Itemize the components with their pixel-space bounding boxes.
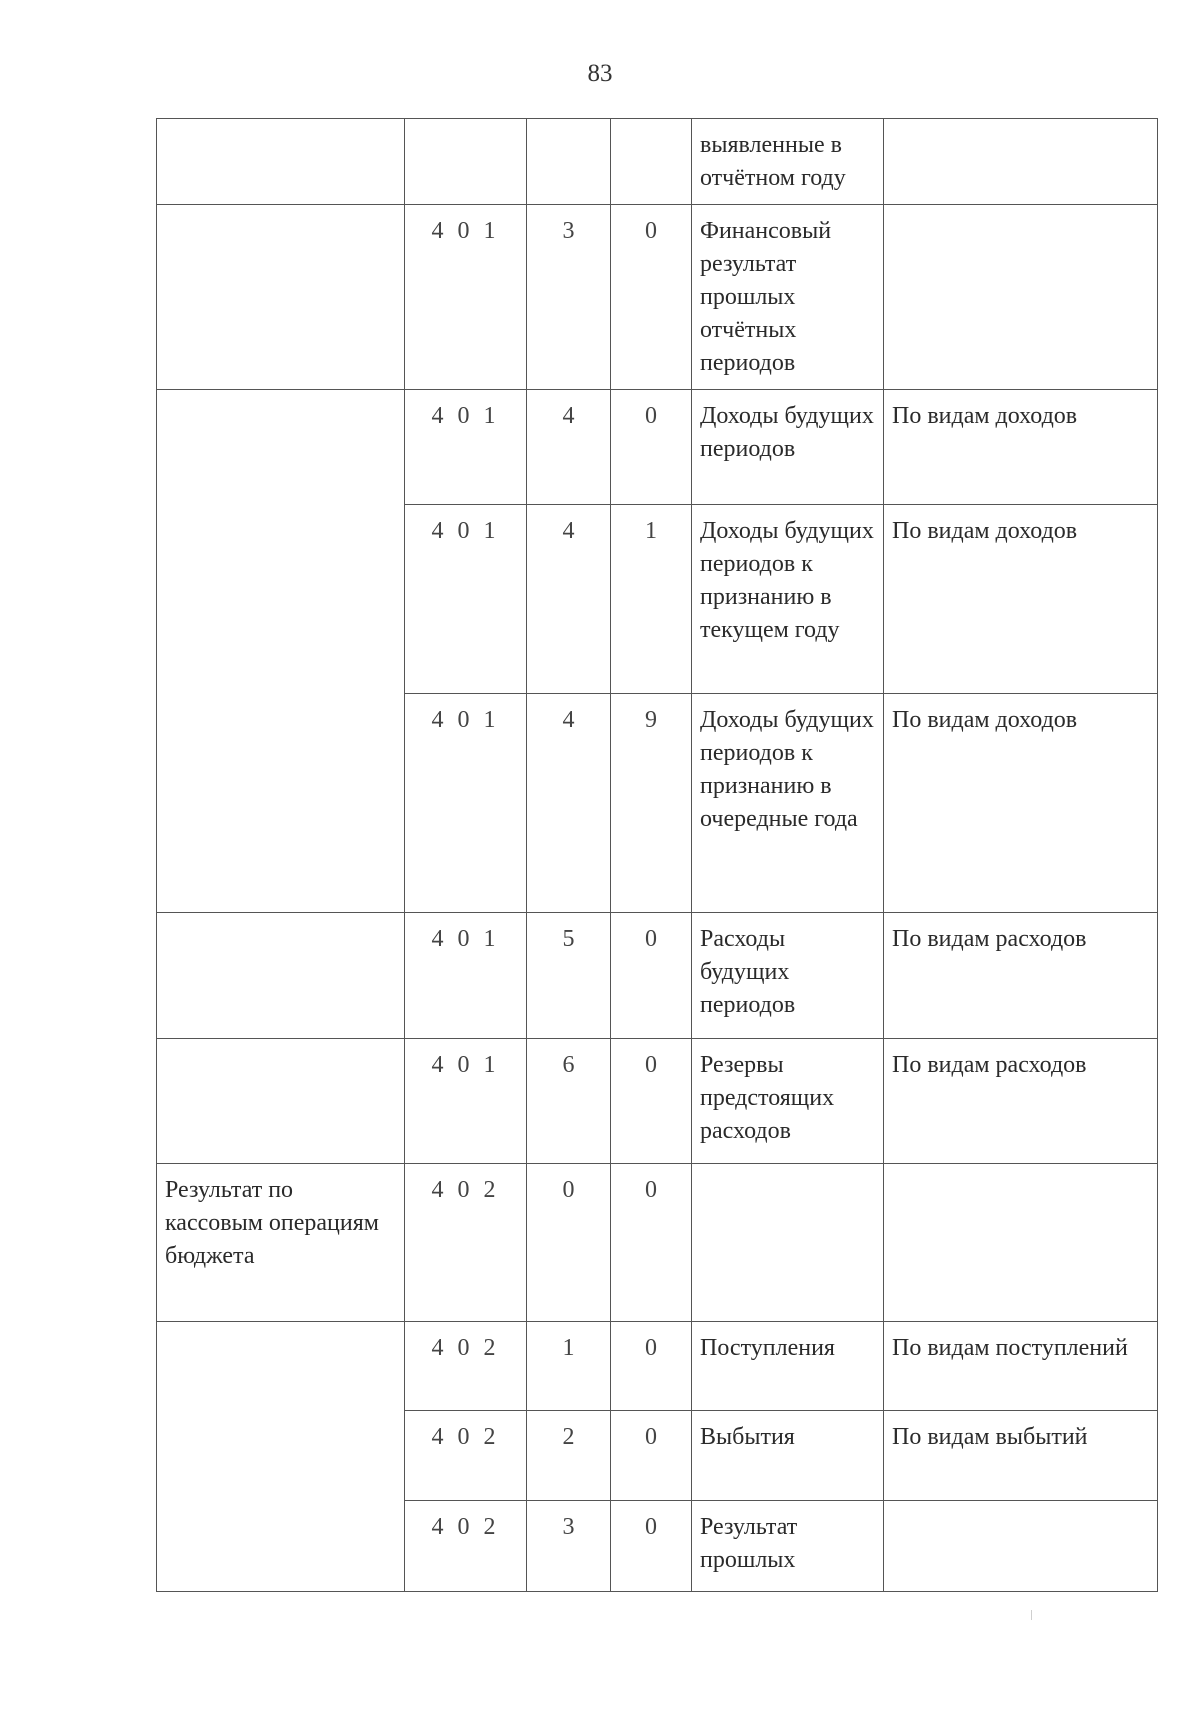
- sub-code-cell: 9: [611, 693, 692, 912]
- group-code-cell: 3: [527, 1500, 611, 1591]
- scan-mark: [1031, 1610, 1032, 1620]
- account-name-cell: выявленные в отчётном году: [692, 119, 884, 205]
- sub-code-cell: [611, 119, 692, 205]
- group-code-cell: 5: [527, 912, 611, 1038]
- page-number: 83: [587, 60, 613, 87]
- sub-code-cell: 0: [611, 912, 692, 1038]
- analytics-cell: По видам расходов: [884, 912, 1158, 1038]
- table-row: [157, 205, 1158, 390]
- analytics-cell: По видам доходов: [884, 390, 1158, 505]
- section-cell: [157, 205, 405, 390]
- analytics-cell: [884, 1500, 1158, 1591]
- account-code-cell: 4 0 1: [405, 390, 527, 505]
- account-name-cell: Финансовый результат прошлых отчётных периодов: [692, 205, 884, 390]
- account-name-cell: Выбытия: [692, 1411, 884, 1500]
- table-row: [157, 119, 1158, 205]
- analytics-cell: [884, 119, 1158, 205]
- account-code-cell: 4 0 1: [405, 693, 527, 912]
- sub-code-cell: 0: [611, 1321, 692, 1410]
- section-cell: [157, 1321, 405, 1591]
- accounts-table: [156, 118, 1158, 1592]
- group-code-cell: 4: [527, 504, 611, 693]
- account-code-cell: 4 0 2: [405, 1321, 527, 1410]
- group-code-cell: 4: [527, 390, 611, 505]
- analytics-cell: По видам расходов: [884, 1038, 1158, 1163]
- analytics-cell: [884, 1163, 1158, 1321]
- account-code-cell: 4 0 2: [405, 1163, 527, 1321]
- section-cell: [157, 390, 405, 913]
- section-cell: [157, 1038, 405, 1163]
- table-row: [157, 1038, 1158, 1163]
- sub-code-cell: 0: [611, 1411, 692, 1500]
- section-cell: Результат по кассовым операциям бюджета: [157, 1163, 405, 1321]
- analytics-cell: [884, 205, 1158, 390]
- group-code-cell: 0: [527, 1163, 611, 1321]
- account-code-cell: 4 0 1: [405, 912, 527, 1038]
- account-code-cell: [405, 119, 527, 205]
- account-name-cell: Доходы будущих периодов: [692, 390, 884, 505]
- account-code-cell: 4 0 2: [405, 1500, 527, 1591]
- table-row: [157, 1321, 1158, 1410]
- section-cell: [157, 119, 405, 205]
- table-row: [157, 390, 1158, 505]
- sub-code-cell: 0: [611, 1163, 692, 1321]
- sub-code-cell: 1: [611, 504, 692, 693]
- account-name-cell: Результат прошлых: [692, 1500, 884, 1591]
- sub-code-cell: 0: [611, 205, 692, 390]
- account-name-cell: [692, 1163, 884, 1321]
- sub-code-cell: 0: [611, 390, 692, 505]
- table-row: [157, 1163, 1158, 1321]
- account-code-cell: 4 0 2: [405, 1411, 527, 1500]
- group-code-cell: 2: [527, 1411, 611, 1500]
- account-name-cell: Расходы будущих периодов: [692, 912, 884, 1038]
- analytics-cell: По видам доходов: [884, 693, 1158, 912]
- group-code-cell: 4: [527, 693, 611, 912]
- account-name-cell: Резервы предстоящих расходов: [692, 1038, 884, 1163]
- group-code-cell: 1: [527, 1321, 611, 1410]
- account-code-cell: 4 0 1: [405, 1038, 527, 1163]
- analytics-cell: По видам доходов: [884, 504, 1158, 693]
- section-cell: [157, 912, 405, 1038]
- account-name-cell: Поступления: [692, 1321, 884, 1410]
- group-code-cell: [527, 119, 611, 205]
- group-code-cell: 3: [527, 205, 611, 390]
- account-code-cell: 4 0 1: [405, 205, 527, 390]
- group-code-cell: 6: [527, 1038, 611, 1163]
- analytics-cell: По видам поступлений: [884, 1321, 1158, 1410]
- sub-code-cell: 0: [611, 1038, 692, 1163]
- table-row: [157, 912, 1158, 1038]
- analytics-cell: По видам выбытий: [884, 1411, 1158, 1500]
- sub-code-cell: 0: [611, 1500, 692, 1591]
- account-code-cell: 4 0 1: [405, 504, 527, 693]
- account-name-cell: Доходы будущих периодов к признанию в текущем году: [692, 504, 884, 693]
- account-name-cell: Доходы будущих периодов к признанию в очередные года: [692, 693, 884, 912]
